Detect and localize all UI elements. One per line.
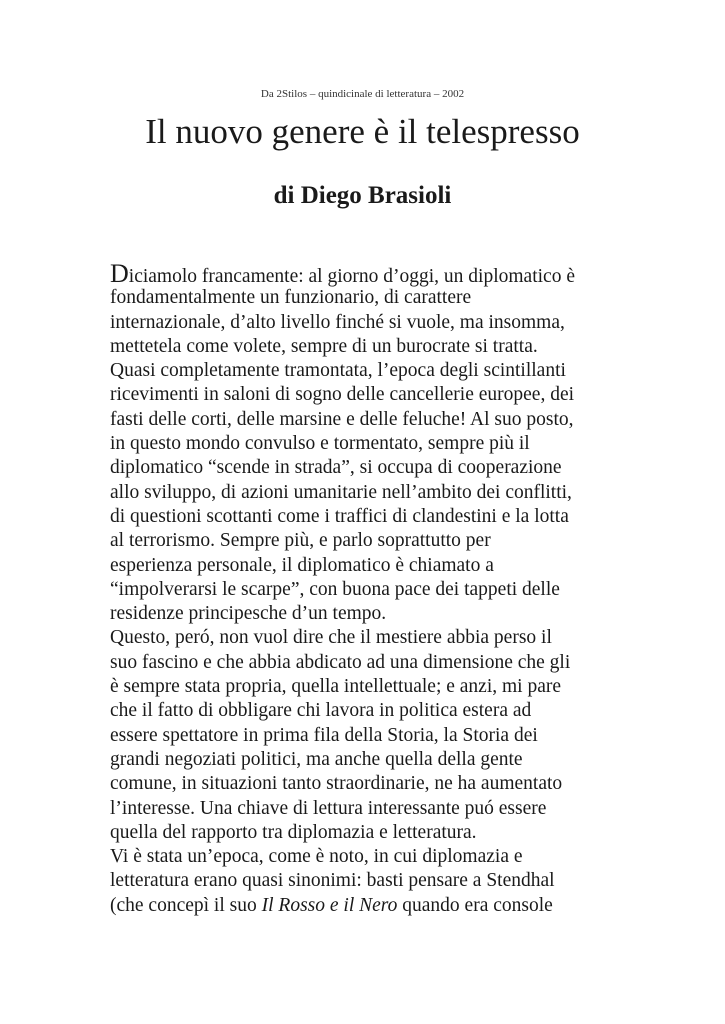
last-line-before: (che concepì il suo xyxy=(110,894,262,916)
body-line: al terrorismo. Sempre più, e parlo soprattutto per xyxy=(110,530,491,552)
body-line: esperienza personale, il diplomatico è chiamato a xyxy=(110,554,494,576)
body-line: diplomatico “scende in strada”, si occupa di cooperazione xyxy=(110,457,562,479)
body-line: ricevimenti in saloni di sogno delle cancellerie europee, dei xyxy=(110,384,575,406)
body-line: quella del rapporto tra diplomazia e letteratura. xyxy=(110,821,477,843)
body-line: che il fatto di obbligare chi lavora in politica estera ad xyxy=(110,700,532,722)
body-line: Questo, peró, non vuol dire che il mestiere abbia perso il xyxy=(110,627,552,649)
body-line: essere spettatore in prima fila della Storia, la Storia dei xyxy=(110,724,538,746)
article-body xyxy=(110,259,630,918)
drop-cap: D xyxy=(110,259,129,288)
body-line: suo fascino e che abbia abdicato ad una dimensione che gli xyxy=(110,651,571,673)
article-byline: di Diego Brasioli xyxy=(273,182,452,209)
book-title-italic: Il Rosso e il Nero xyxy=(261,894,398,916)
source-line: Da 2Stilos – quindicinale di letteratura – 2002 xyxy=(260,88,465,100)
body-line: di questioni scottanti come i traffici di clandestini e la lotta xyxy=(110,505,569,527)
first-line-text: iciamolo francamente: al giorno d’oggi, un diplomatico è xyxy=(128,266,575,287)
body-line: in questo mondo convulso e tormentato, sempre più il xyxy=(110,433,530,455)
body-line: grandi negoziati politici, ma anche quella della gente xyxy=(110,748,523,770)
body-line: è sempre stata propria, quella intellettuale; e anzi, mi pare xyxy=(110,676,562,698)
last-line-after: quando era console xyxy=(397,894,553,916)
body-line: internazionale, d’alto livello finché si vuole, ma insomma, xyxy=(110,311,565,333)
article-title: Il nuovo genere è il telespresso xyxy=(145,112,580,151)
body-line: allo sviluppo, di azioni umanitarie nell’ambito dei conflitti, xyxy=(110,481,572,503)
body-line: comune, in situazioni tanto straordinarie, ne ha aumentato xyxy=(110,773,563,795)
body-line: mettetela come volete, sempre di un burocrate si tratta. xyxy=(110,335,538,357)
body-line: fasti delle corti, delle marsine e delle feluche! Al suo posto, xyxy=(110,408,574,430)
body-line: l’interesse. Una chiave di lettura interessante puó essere xyxy=(110,797,547,819)
body-line: Vi è stata un’epoca, come è noto, in cui diplomazia e xyxy=(110,846,523,868)
body-line-first xyxy=(110,259,630,288)
body-line: residenze principesche d’un tempo. xyxy=(110,603,387,625)
body-line: fondamentalmente un funzionario, di carattere xyxy=(110,287,472,309)
body-line: Quasi completamente tramontata, l’epoca degli scintillanti xyxy=(110,360,566,382)
body-line-last xyxy=(110,894,630,918)
body-line: letteratura erano quasi sinonimi: basti pensare a Stendhal xyxy=(110,870,555,892)
body-line: “impolverarsi le scarpe”, con buona pace dei tappeti delle xyxy=(110,578,560,600)
